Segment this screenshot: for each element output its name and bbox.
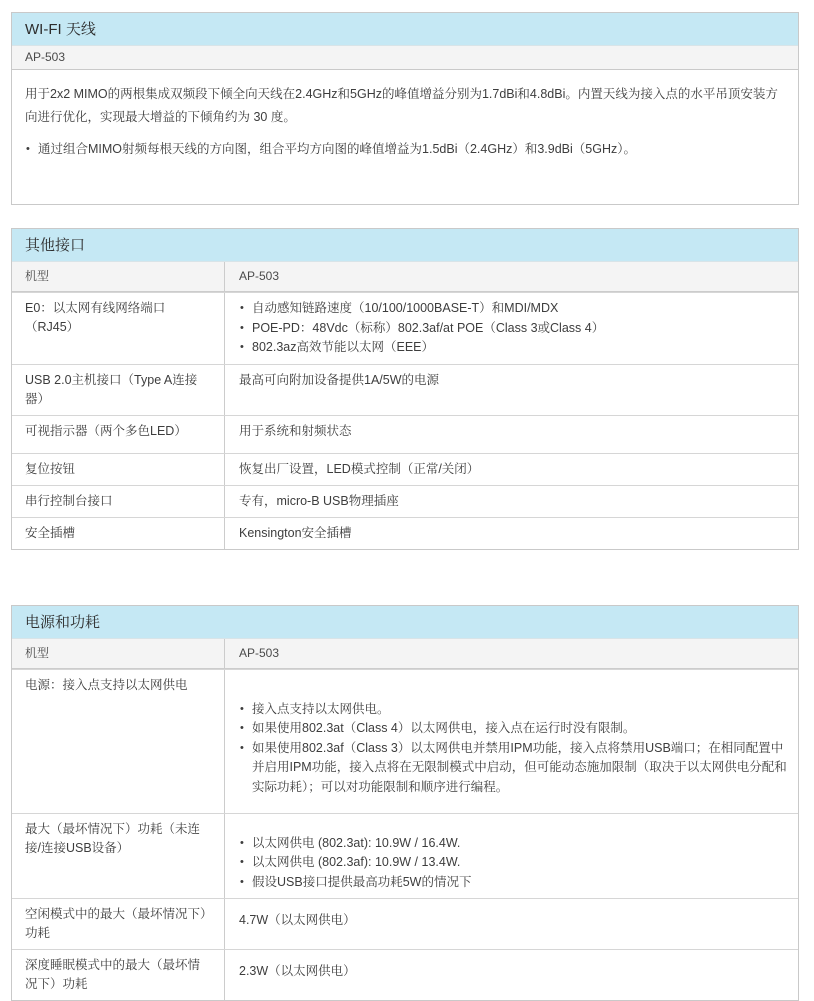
spec-bullet-list (239, 299, 788, 358)
table-row-serial-console (12, 485, 798, 517)
power-section-title: 电源和功耗 (12, 606, 798, 639)
wifi-antenna-model-label: AP-503 (12, 46, 798, 70)
spec-value: 用于系统和射频状态 (224, 416, 798, 453)
spec-label: 电源：接入点支持以太网供电 (12, 670, 224, 813)
spec-value: 专有，micro-B USB物理插座 (224, 486, 798, 517)
panel-wifi-antenna (11, 12, 799, 205)
table-row-security-slot (12, 517, 798, 549)
bullet-item: • 接入点支持以太网供电。 (239, 700, 788, 720)
bullet-item: • POE-PD：48Vdc（标称）802.3af/at POE（Class 3或Class 4） (239, 319, 788, 339)
bullet-item: • 以太网供电 (802.3at): 10.9W / 16.4W. (239, 834, 788, 854)
spec-label: 深度睡眠模式中的最大（最坏情况下）功耗 (12, 950, 224, 1000)
spec-label: 机型 (12, 262, 224, 291)
bullet-item: • 如果使用802.3at（Class 4）以太网供电，接入点在运行时没有限制。 (239, 719, 788, 739)
spec-label: USB 2.0主机接口（Type A连接器） (12, 365, 224, 415)
bullet-item: • 通过组合MIMO射频每根天线的方向图，组合平均方向图的峰值增益为1.5dBi（2.4GHz）和3.9dBi（5GHz）。 (25, 138, 785, 161)
spec-label: 机型 (12, 639, 224, 668)
spec-value: 2.3W（以太网供电） (224, 950, 798, 1000)
spec-value: AP-503 (224, 639, 798, 668)
spec-label: 安全插槽 (12, 518, 224, 549)
spec-value (224, 293, 798, 364)
bullet-item: • 以太网供电 (802.3af): 10.9W / 13.4W. (239, 853, 788, 873)
spec-label: 复位按钮 (12, 454, 224, 485)
spec-label: 串行控制台接口 (12, 486, 224, 517)
table-row-model (12, 639, 798, 669)
other-interfaces-section-title: 其他接口 (12, 229, 798, 262)
wifi-antenna-bullet-list (25, 138, 785, 161)
spec-value: 最高可向附加设备提供1A/5W的电源 (224, 365, 798, 415)
spec-value (224, 670, 798, 813)
spec-value: Kensington安全插槽 (224, 518, 798, 549)
bullet-item: • 如果使用802.3af（Class 3）以太网供电并禁用IPM功能，接入点将禁用USB端口；在相同配置中并启用IPM功能，接入点将在无限制模式中启动，但可能动态施加限制（取决于以太网供电分配和实际功耗）；可以对功能限制和顺序进行编程。 (239, 739, 788, 798)
spec-value (224, 814, 798, 899)
spec-label: 最大（最坏情况下）功耗（未连接/连接USB设备） (12, 814, 224, 899)
table-row-model (12, 262, 798, 292)
panel-power-consumption (11, 605, 799, 1001)
spec-value: AP-503 (224, 262, 798, 291)
panel-other-interfaces (11, 228, 799, 550)
bullet-item: • 802.3az高效节能以太网（EEE） (239, 338, 788, 358)
spec-value: 4.7W（以太网供电） (224, 899, 798, 949)
spec-label: E0：以太网有线网络端口（RJ45） (12, 293, 224, 364)
spec-label: 空闲模式中的最大（最坏情况下）功耗 (12, 899, 224, 949)
spec-bullet-list (239, 820, 788, 893)
table-row-max-power-draw (12, 813, 798, 899)
table-row-idle-power (12, 898, 798, 949)
table-row-usb-port (12, 364, 798, 415)
table-row-indicators (12, 415, 798, 453)
table-row-ethernet-port (12, 292, 798, 364)
spec-bullet-list (239, 676, 788, 798)
wifi-antenna-section-title: WI-FI 天线 (12, 13, 798, 46)
spec-value: 恢复出厂设置，LED模式控制（正常/关闭） (224, 454, 798, 485)
spec-label: 可视指示器（两个多色LED） (12, 416, 224, 453)
bullet-item: • 自动感知链路速度（10/100/1000BASE-T）和MDI/MDX (239, 299, 788, 319)
wifi-antenna-body (12, 70, 798, 204)
table-row-reset-button (12, 453, 798, 485)
bullet-item: • 假设USB接口提供最高功耗5W的情况下 (239, 873, 788, 893)
wifi-antenna-paragraph: 用于2x2 MIMO的两根集成双频段下倾全向天线在2.4GHz和5GHz的峰值增益分别为1.7dBi和4.8dBi。内置天线为接入点的水平吊顶安装方向进行优化，实现最大增益的下倾角约为 30 度。 (25, 83, 785, 129)
table-row-deep-sleep-power (12, 949, 798, 1000)
table-row-power-source (12, 669, 798, 813)
